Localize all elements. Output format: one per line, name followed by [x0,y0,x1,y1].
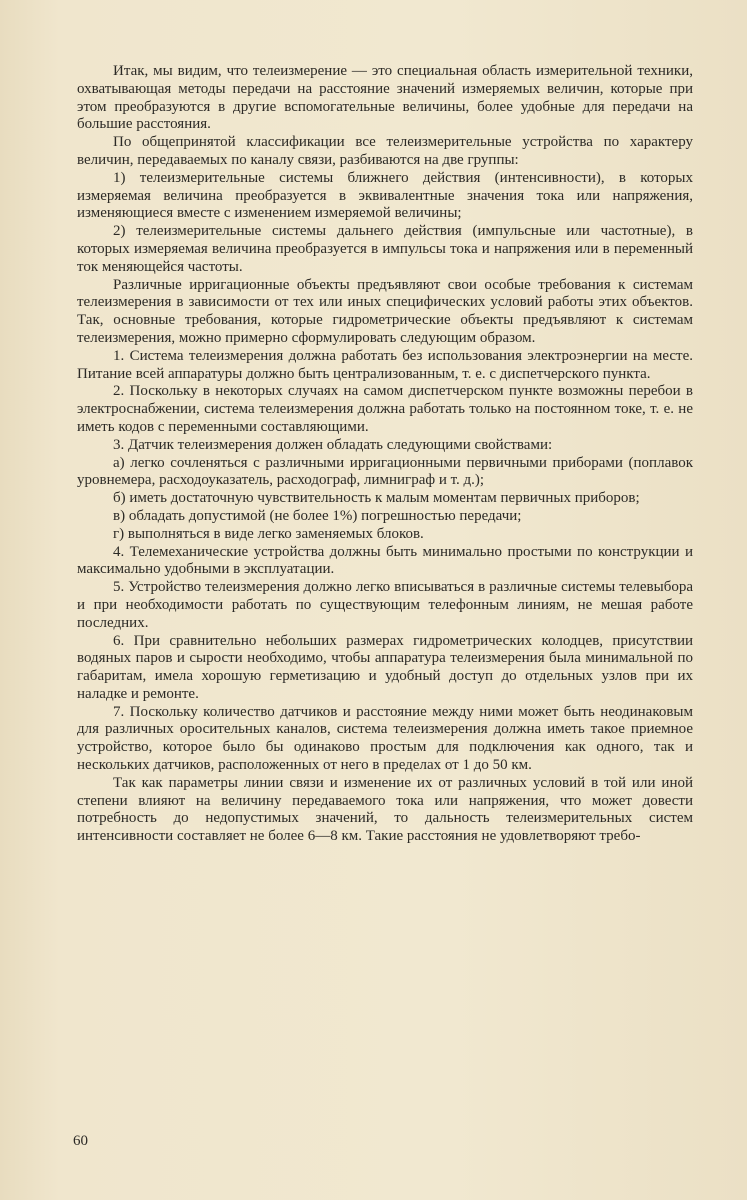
list-item-short-range: 1) телеизмерительные системы ближнего действия (интенсивности), в которых измеряемая величина преобразуется в эквивалентные значения тока или напряжения, изменяющиеся вместе с изменением измеряемой величины; [77,169,693,222]
paragraph-classification: По общепринятой классификации все телеизмерительные устройства по характеру величин, передаваемых по каналу связи, разбиваются на две группы: [77,134,693,168]
requirement-3a: а) легко сочленяться с различными ирригационными первичными приборами (поплавок уровнемера, расходоуказатель, расходограф, лимниграф и т. д.); [77,454,693,489]
list-item-long-range: 2) телеизмерительные системы дальнего действия (импульсные или частотные), в которых измеряемая величина преобразуется в импульсы тока и напряжения или в переменный ток меняющейся частоты. [77,223,693,275]
requirement-3: 3. Датчик телеизмерения должен обладать следующими свойствами: [113,436,553,453]
requirement-4: 4. Телемеханические устройства должны быть минимально простыми по конструкции и максимально удобными в эксплуатации. [77,543,693,578]
requirement-3b: б) иметь достаточную чувствительность к малым моментам первичных приборов; [113,490,640,507]
requirement-3c: в) обладать допустимой (не более 1%) погрешностью передачи; [113,507,522,524]
requirement-6: 6. При сравнительно небольших размерах гидрометрических колодцев, присутствии водяных паров и сырости необходимо, чтобы аппаратура телеизмерения была минимальной по габаритам, имела хорошую герметизацию и удобный доступ до отдельных узлов при их наладке и ремонте. [77,632,693,702]
paragraph-requirements: Различные ирригационные объекты предъявляют свои особые требования к системам телеизмерения в зависимости от тех или иных специфических условий работы этих объектов. Так, основные требования, которые гидрометрические объекты предъявляют к системам телеизмерения, можно примерно сформулировать следующим образом. [77,276,693,346]
page-number: 60 [73,1133,88,1149]
paragraph-intro: Итак, мы видим, что телеизмерение — это специальная область измерительной техники, охватывающая методы передачи на расстояние значений измеряемых величин, которые при этом преобразуются в другие вспомогательные величины, более удобные для передачи на большие расстояния. [77,63,693,133]
requirement-2: 2. Поскольку в некоторых случаях на самом диспетчерском пункте возможны перебои в электроснабжении, система телеизмерения должна работать только на постоянном токе, т. е. не иметь кодов с переменными составляющими. [77,383,693,435]
requirement-3d: г) выполняться в виде легко заменяемых блоков. [113,525,424,542]
requirement-1: 1. Система телеизмерения должна работать без использования электроэнергии на месте. Питание всей аппаратуры должно быть централизованным, т. е. с диспетчерского пункта. [77,347,693,382]
body-text [77,63,693,846]
requirement-5: 5. Устройство телеизмерения должно легко вписываться в различные системы телевыбора и при необходимости работать по существующим телефонным линиям, не мешая работе последних. [77,579,693,631]
requirement-7: 7. Поскольку количество датчиков и расстояние между ними может быть неодинаковым для различных оросительных каналов, система телеизмерения должна иметь такое приемное устройство, которое было бы одинаково простым для подключения как одного, так и нескольких датчиков, расположенных от него в пределах от 1 до 50 км. [77,703,693,774]
paragraph-range: Так как параметры линии связи и изменение их от различных условий в той или иной степени влияют на величину передаваемого тока или напряжения, что может довести потребность до недопустимых значений, то дальность телеизмерительных систем интенсивности составляет не более 6—8 км. Такие расстояния не удовлетворяют требо- [77,774,693,845]
